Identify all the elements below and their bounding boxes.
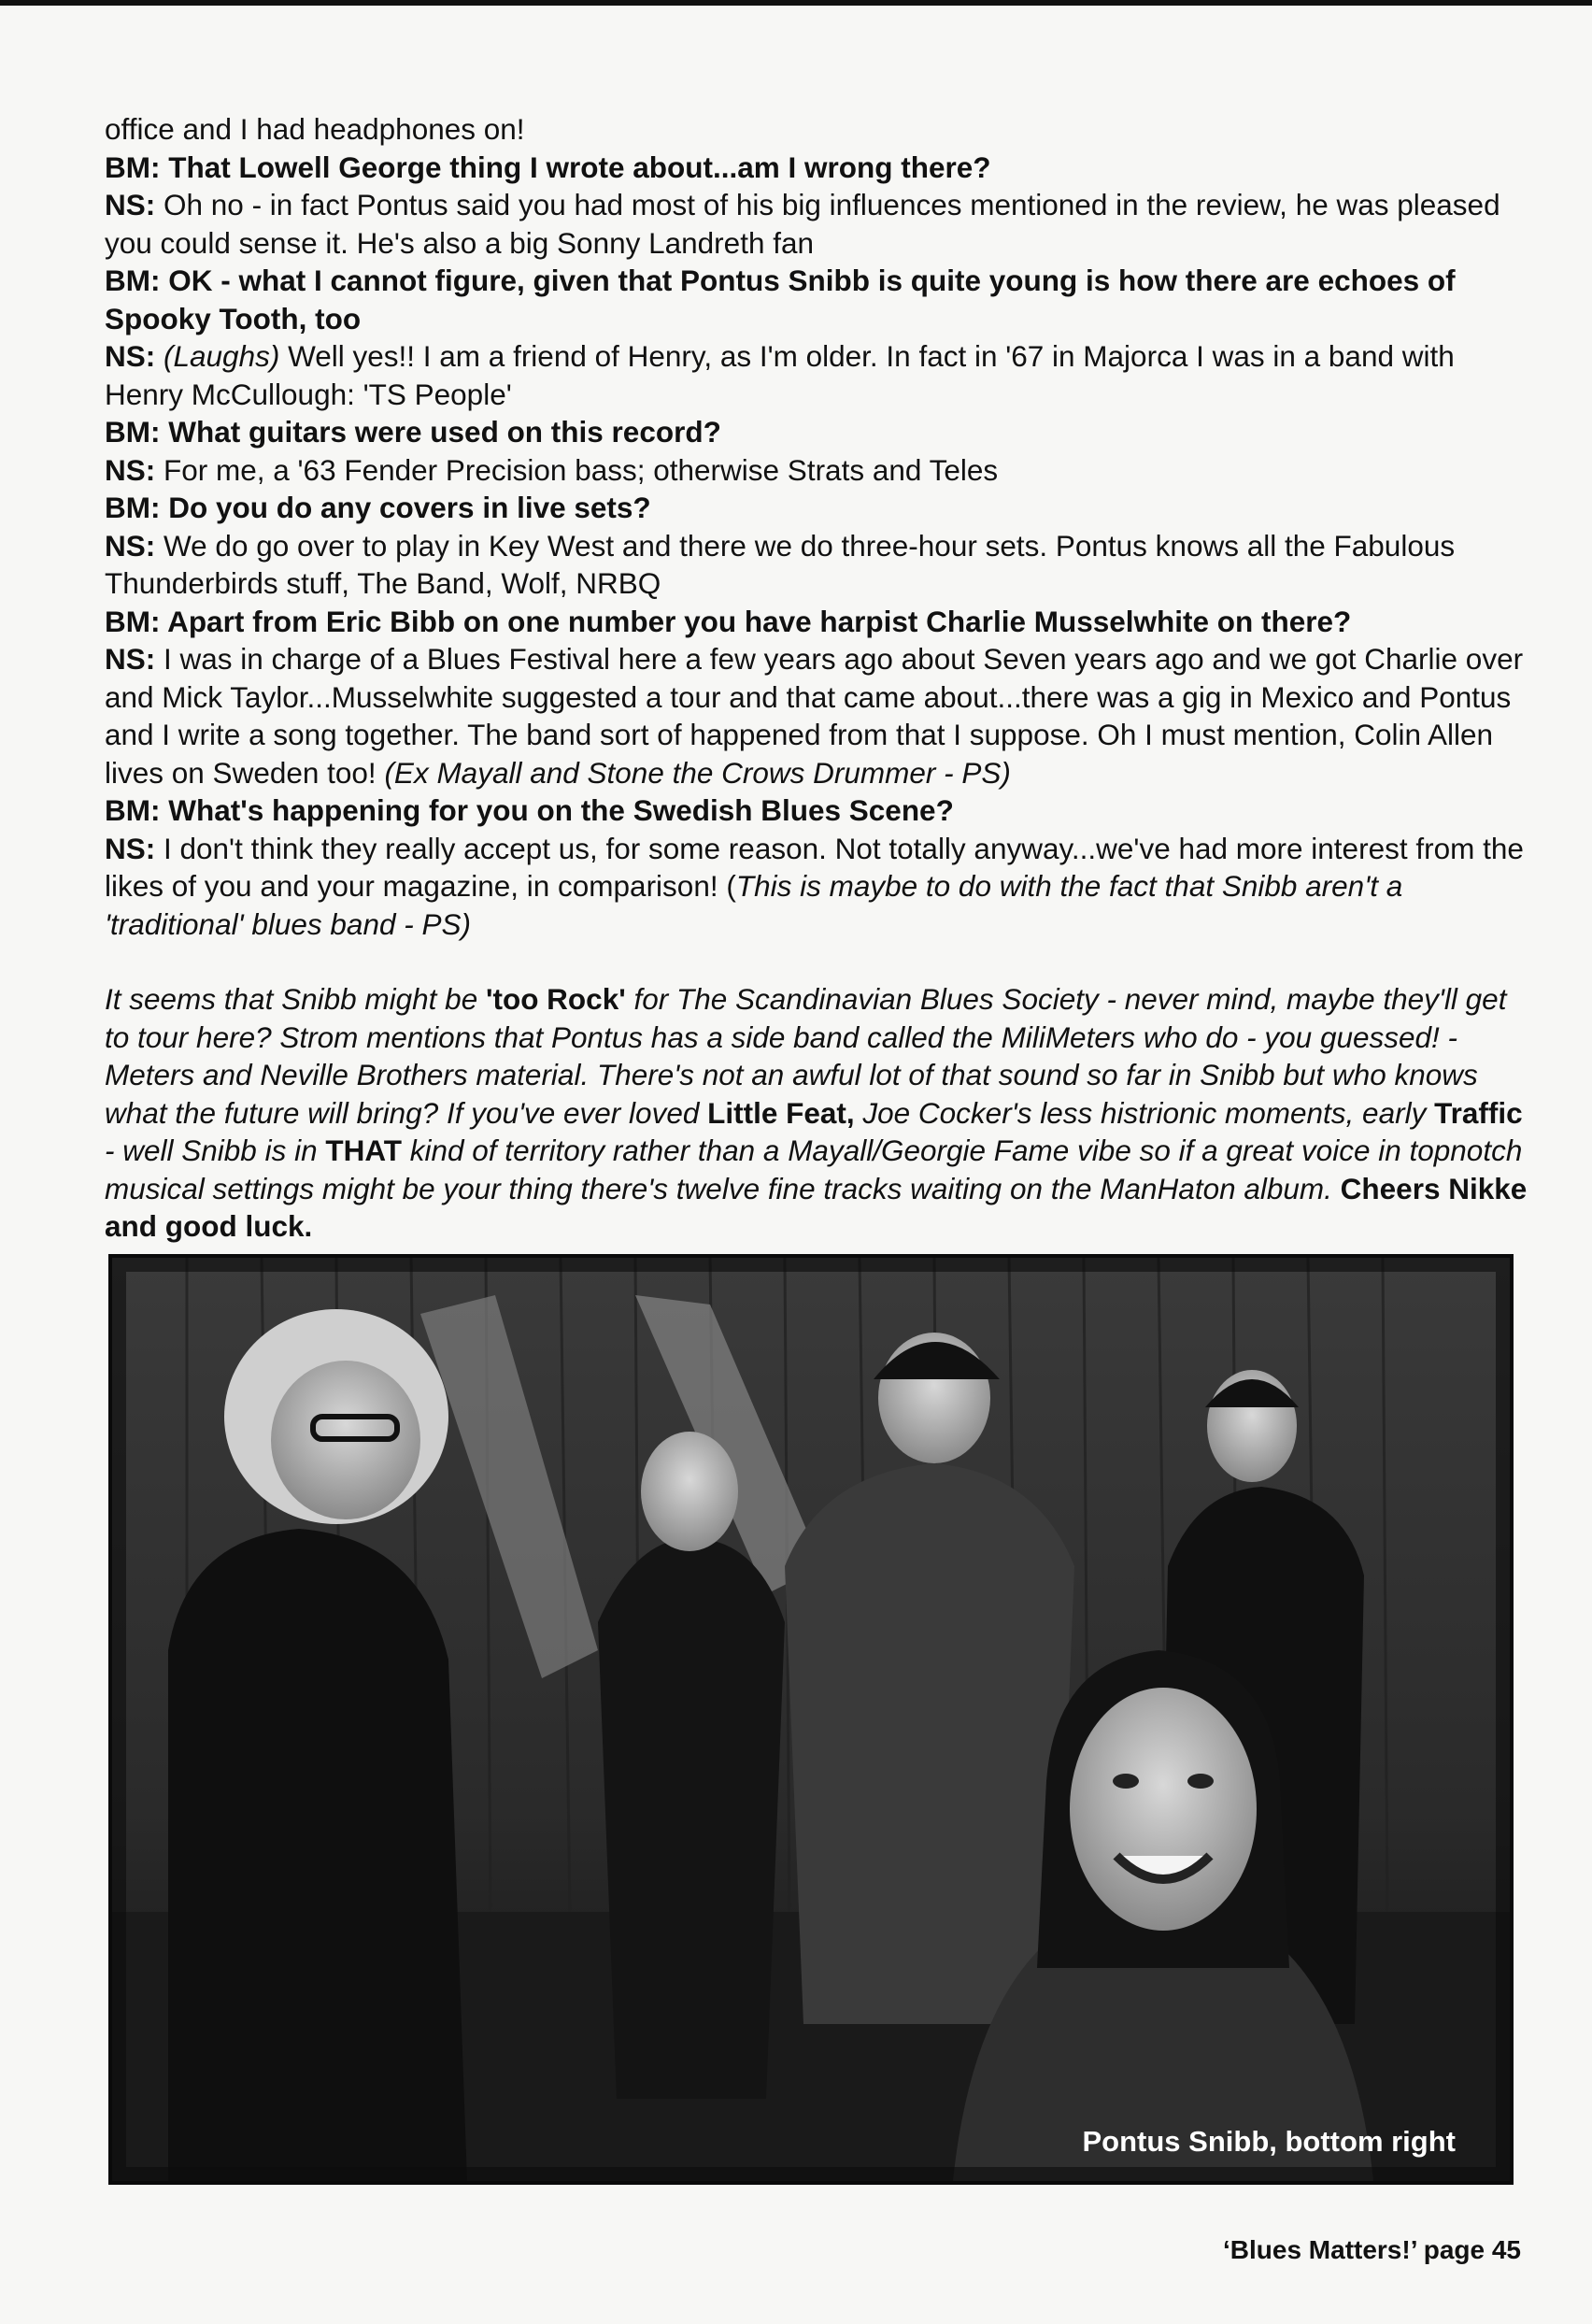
interview-answer-8: NS: We do go over to play in Key West and there we do three-hour sets. Pontus knows all the Fabulous Thunderbirds stuff, The Band, Wolf, NRBQ — [105, 528, 1456, 600]
interview-question-9: BM: Apart from Eric Bibb on one number you have harpist Charlie Musselwhite on there? — [105, 604, 1352, 638]
top-rule — [0, 0, 1592, 6]
interview-question-3: BM: OK - what I cannot figure, given that Pontus Snibb is quite young is how there are echoes of Spooky Tooth, too — [105, 264, 1456, 335]
page-footer: ‘Blues Matters!’ page 45 — [1222, 2235, 1521, 2264]
interview-answer-6: NS: For me, a '63 Fender Precision bass; otherwise Strats and Teles — [105, 452, 999, 487]
band-photo — [108, 1254, 1514, 2185]
closing-paragraph: It seems that Snibb might be 'too Rock' for The Scandinavian Blues Society - never mind, maybe they'll get to tour here? Strom mentions that Pontus has a side band called the MiliMeters who do - you guessed! - Meters and Neville Brothers material. There's not an awful lot of that sound so far in Snibb but who knows what the future will bring? If you've ever loved Little Feat, Joe Cocker's less histrionic moments, early Traffic - well Snibb is in THAT kind of territory rather than a Mayall/Georgie Fame vibe so if a great voice in topnotch musical settings might be your thing there's twelve fine tracks waiting on the ManHaton album. Cheers Nikke and good luck. — [105, 982, 1528, 1243]
interview-answer-4: NS: (Laughs) Well yes!! I am a friend of Henry, as I'm older. In fact in '67 in Majorca I was in a band with Henry McCullough: 'TS People' — [105, 339, 1455, 411]
interview-question-5: BM: What guitars were used on this record? — [105, 415, 721, 449]
article-body — [105, 110, 1534, 1246]
interview-question-1: BM: That Lowell George thing I wrote about...am I wrong there? — [105, 150, 991, 184]
interview-line-0: office and I had headphones on! — [105, 112, 525, 146]
band-photo-illustration — [112, 1258, 1510, 2181]
interview-answer-10: NS: I was in charge of a Blues Festival here a few years ago about Seven years ago and we got Charlie over and Mick Taylor...Musselwhite suggested a tour and that came about...there was a gig in Mexico and Pontus and I write a song together. The band sort of happened from that I suppose. Oh I must mention, Colin Allen lives on Sweden too! (Ex Mayall and Stone the Crows Drummer - PS) — [105, 642, 1524, 790]
interview-answer-2: NS: Oh no - in fact Pontus said you had most of his big influences mentioned in the review, he was pleased you could sense it. He's also a big Sonny Landreth fan — [105, 188, 1500, 260]
interview-question-11: BM: What's happening for you on the Swedish Blues Scene? — [105, 793, 954, 827]
interview-question-7: BM: Do you do any covers in live sets? — [105, 491, 651, 524]
interview-answer-12: NS: I don't think they really accept us, for some reason. Not totally anyway...we've had more interest from the likes of you and your magazine, in comparison! (This is maybe to do with the fact that Snibb aren't a 'traditional' blues band - PS) — [105, 831, 1524, 941]
photo-caption: Pontus Snibb, bottom right — [1082, 2125, 1456, 2158]
